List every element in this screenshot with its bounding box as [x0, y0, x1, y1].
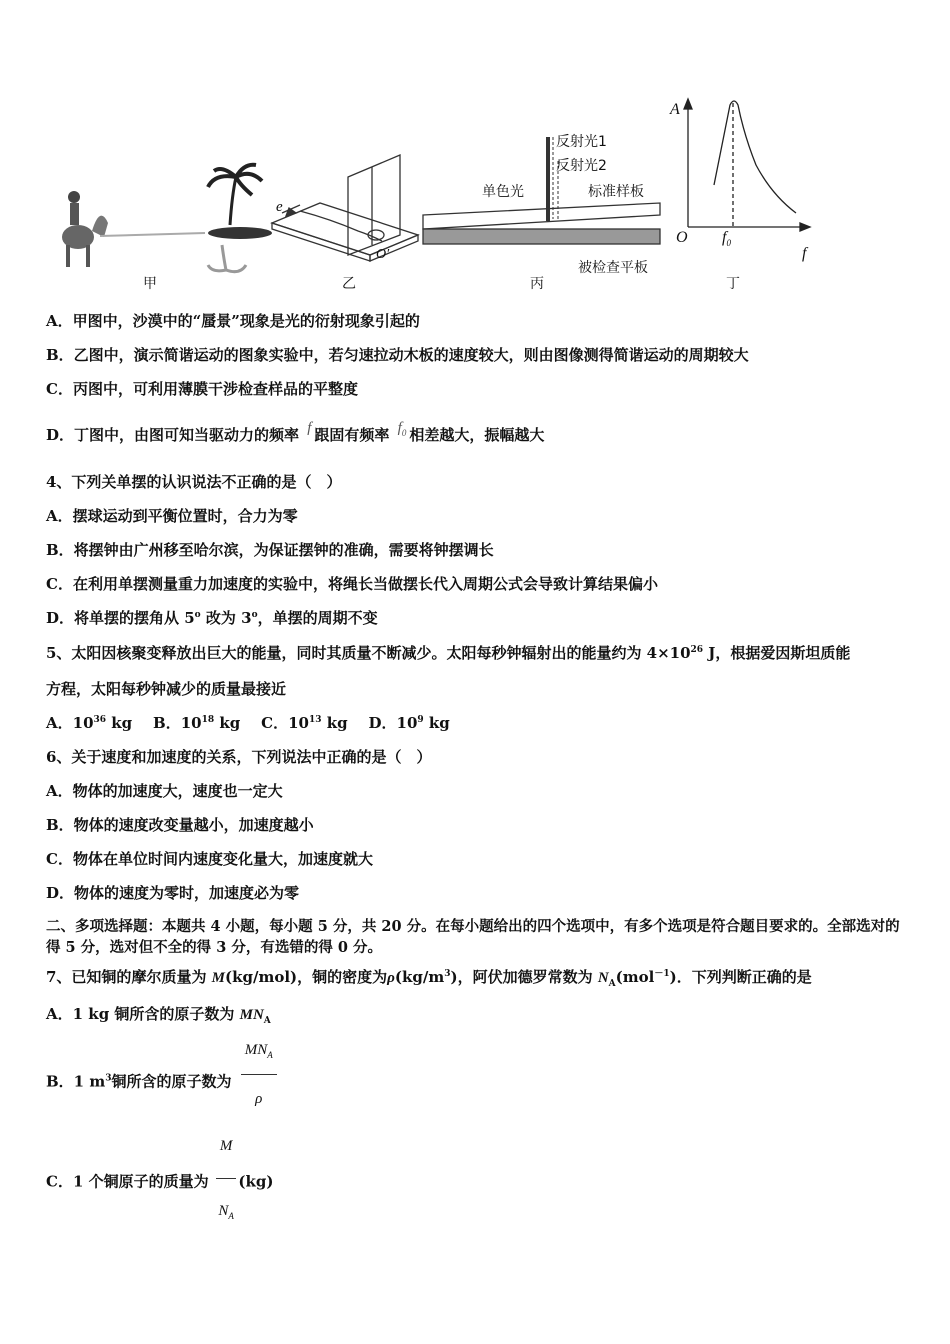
q7-b-fraction: $\frac{MN_A}{\rho}$	[241, 1028, 277, 1121]
label-standard-plate: 标准样板	[588, 184, 644, 200]
label-inspected-plate: 被检查平板	[578, 260, 648, 276]
label-mono-light: 单色光	[482, 184, 524, 200]
q3-option-a: A．甲图中，沙漠中的“蜃景”现象是光的衍射现象引起的	[46, 312, 420, 330]
q7-option-c: C．1 个铜原子的质量为 $\frac{M}{N_A}$ (kg)	[46, 1120, 273, 1245]
label-axis-o: O	[676, 229, 688, 246]
label-axis-f: f	[802, 245, 807, 262]
q4-option-a: A．摆球运动到平衡位置时，合力为零	[46, 507, 298, 525]
q3-option-c: C．丙图中，可利用薄膜干涉检查样品的平整度	[46, 380, 358, 398]
q4-stem: 4、下列关单摆的认识说法不正确的是（ ）	[46, 473, 342, 491]
label-reflect-1: 反射光1	[556, 134, 607, 150]
q7-c-fraction: $\frac{M}{N_A}$	[216, 1116, 237, 1241]
pendulum-apparatus	[272, 155, 418, 261]
q6-option-a: A．物体的加速度大，速度也一定大	[46, 782, 283, 800]
q4-option-b: B．将摆钟由广州移至哈尔滨，为保证摆钟的准确，需要将钟摆调长	[46, 541, 494, 559]
label-o-prime: O′	[376, 247, 390, 262]
label-bing: 丙	[530, 276, 544, 292]
label-e: e	[276, 199, 283, 215]
q4-option-d: D．将单摆的摆角从 5$^o$ 改为 3$^o$，单摆的周期不变	[46, 609, 378, 627]
label-jia: 甲	[143, 276, 157, 292]
q4-option-c: C．在利用单摆测量重力加速度的实验中，将绳长当做摆长代入周期公式会导致计算结果偏小	[46, 575, 658, 593]
q6-option-d: D．物体的速度为零时，加速度必为零	[46, 884, 300, 902]
label-yi: 乙	[342, 276, 356, 292]
q5-stem-line-1: 5、太阳因核聚变释放出巨大的能量，同时其质量不断减少。太阳每秒钟辐射出的能量约为 $4\times 10^{26}$ J，根据爱因斯坦质能	[46, 644, 851, 662]
resonance-curve	[684, 99, 810, 231]
label-axis-a: A	[670, 101, 680, 118]
q5-option-b: B．$10^{18}$ kg	[153, 714, 241, 732]
q7-option-a: A．1 kg 铜所含的原子数为 $MN_A$	[46, 1005, 271, 1026]
q6-stem: 6、关于速度和加速度的关系，下列说法中正确的是（ ）	[46, 748, 432, 766]
label-ding: 丁	[726, 276, 740, 292]
q5-option-d: D．$10^9$ kg	[368, 714, 450, 732]
label-axis-f0: $f_0$	[722, 229, 731, 249]
q3-option-b: B．乙图中，演示简谐运动的图象实验中，若匀速拉动木板的速度较大，则由图像测得简谐运动的周期较大	[46, 346, 749, 364]
q7-option-b: B．1 $m^3$铜所含的原子数为 $\frac{MN_A}{\rho}$	[46, 1036, 277, 1129]
q5-options	[46, 713, 450, 733]
q5-option-c: C．$10^{13}$ kg	[261, 714, 348, 732]
q6-option-b: B．物体的速度改变量越小，加速度越小	[46, 816, 314, 834]
q6-option-c: C．物体在单位时间内速度变化量大，加速度就大	[46, 850, 373, 868]
q5-option-a: A．$10^{36}$ kg	[46, 714, 133, 732]
section-2-header: 二、多项选择题：本题共 4 小题，每小题 5 分，共 20 分。在每小题给出的四个选项中，有多个选项是符合题目要求的。全部选对的得 5 分，选对但不全的得 3 分，有选错的得 0 分。	[46, 918, 900, 956]
q5-stem-line-2: 方程，太阳每秒钟减少的质量最接近	[46, 680, 287, 698]
mirage-scene	[62, 165, 272, 272]
q7-stem: 7、已知铜的摩尔质量为 M(kg/mol)，铜的密度为$\rho(kg/m^3)$，阿伏加德罗常数为 $N_A(mol^{-1})$．下列判断正确的是	[46, 968, 812, 989]
figure-illustrations	[0, 95, 950, 295]
q3-option-d: D．丁图中，由图可知当驱动力的频率 f 跟固有频率 $f_0$ 相差越大，振幅越大	[46, 420, 545, 444]
label-reflect-2: 反射光2	[556, 158, 607, 174]
figure-strip	[0, 95, 950, 295]
